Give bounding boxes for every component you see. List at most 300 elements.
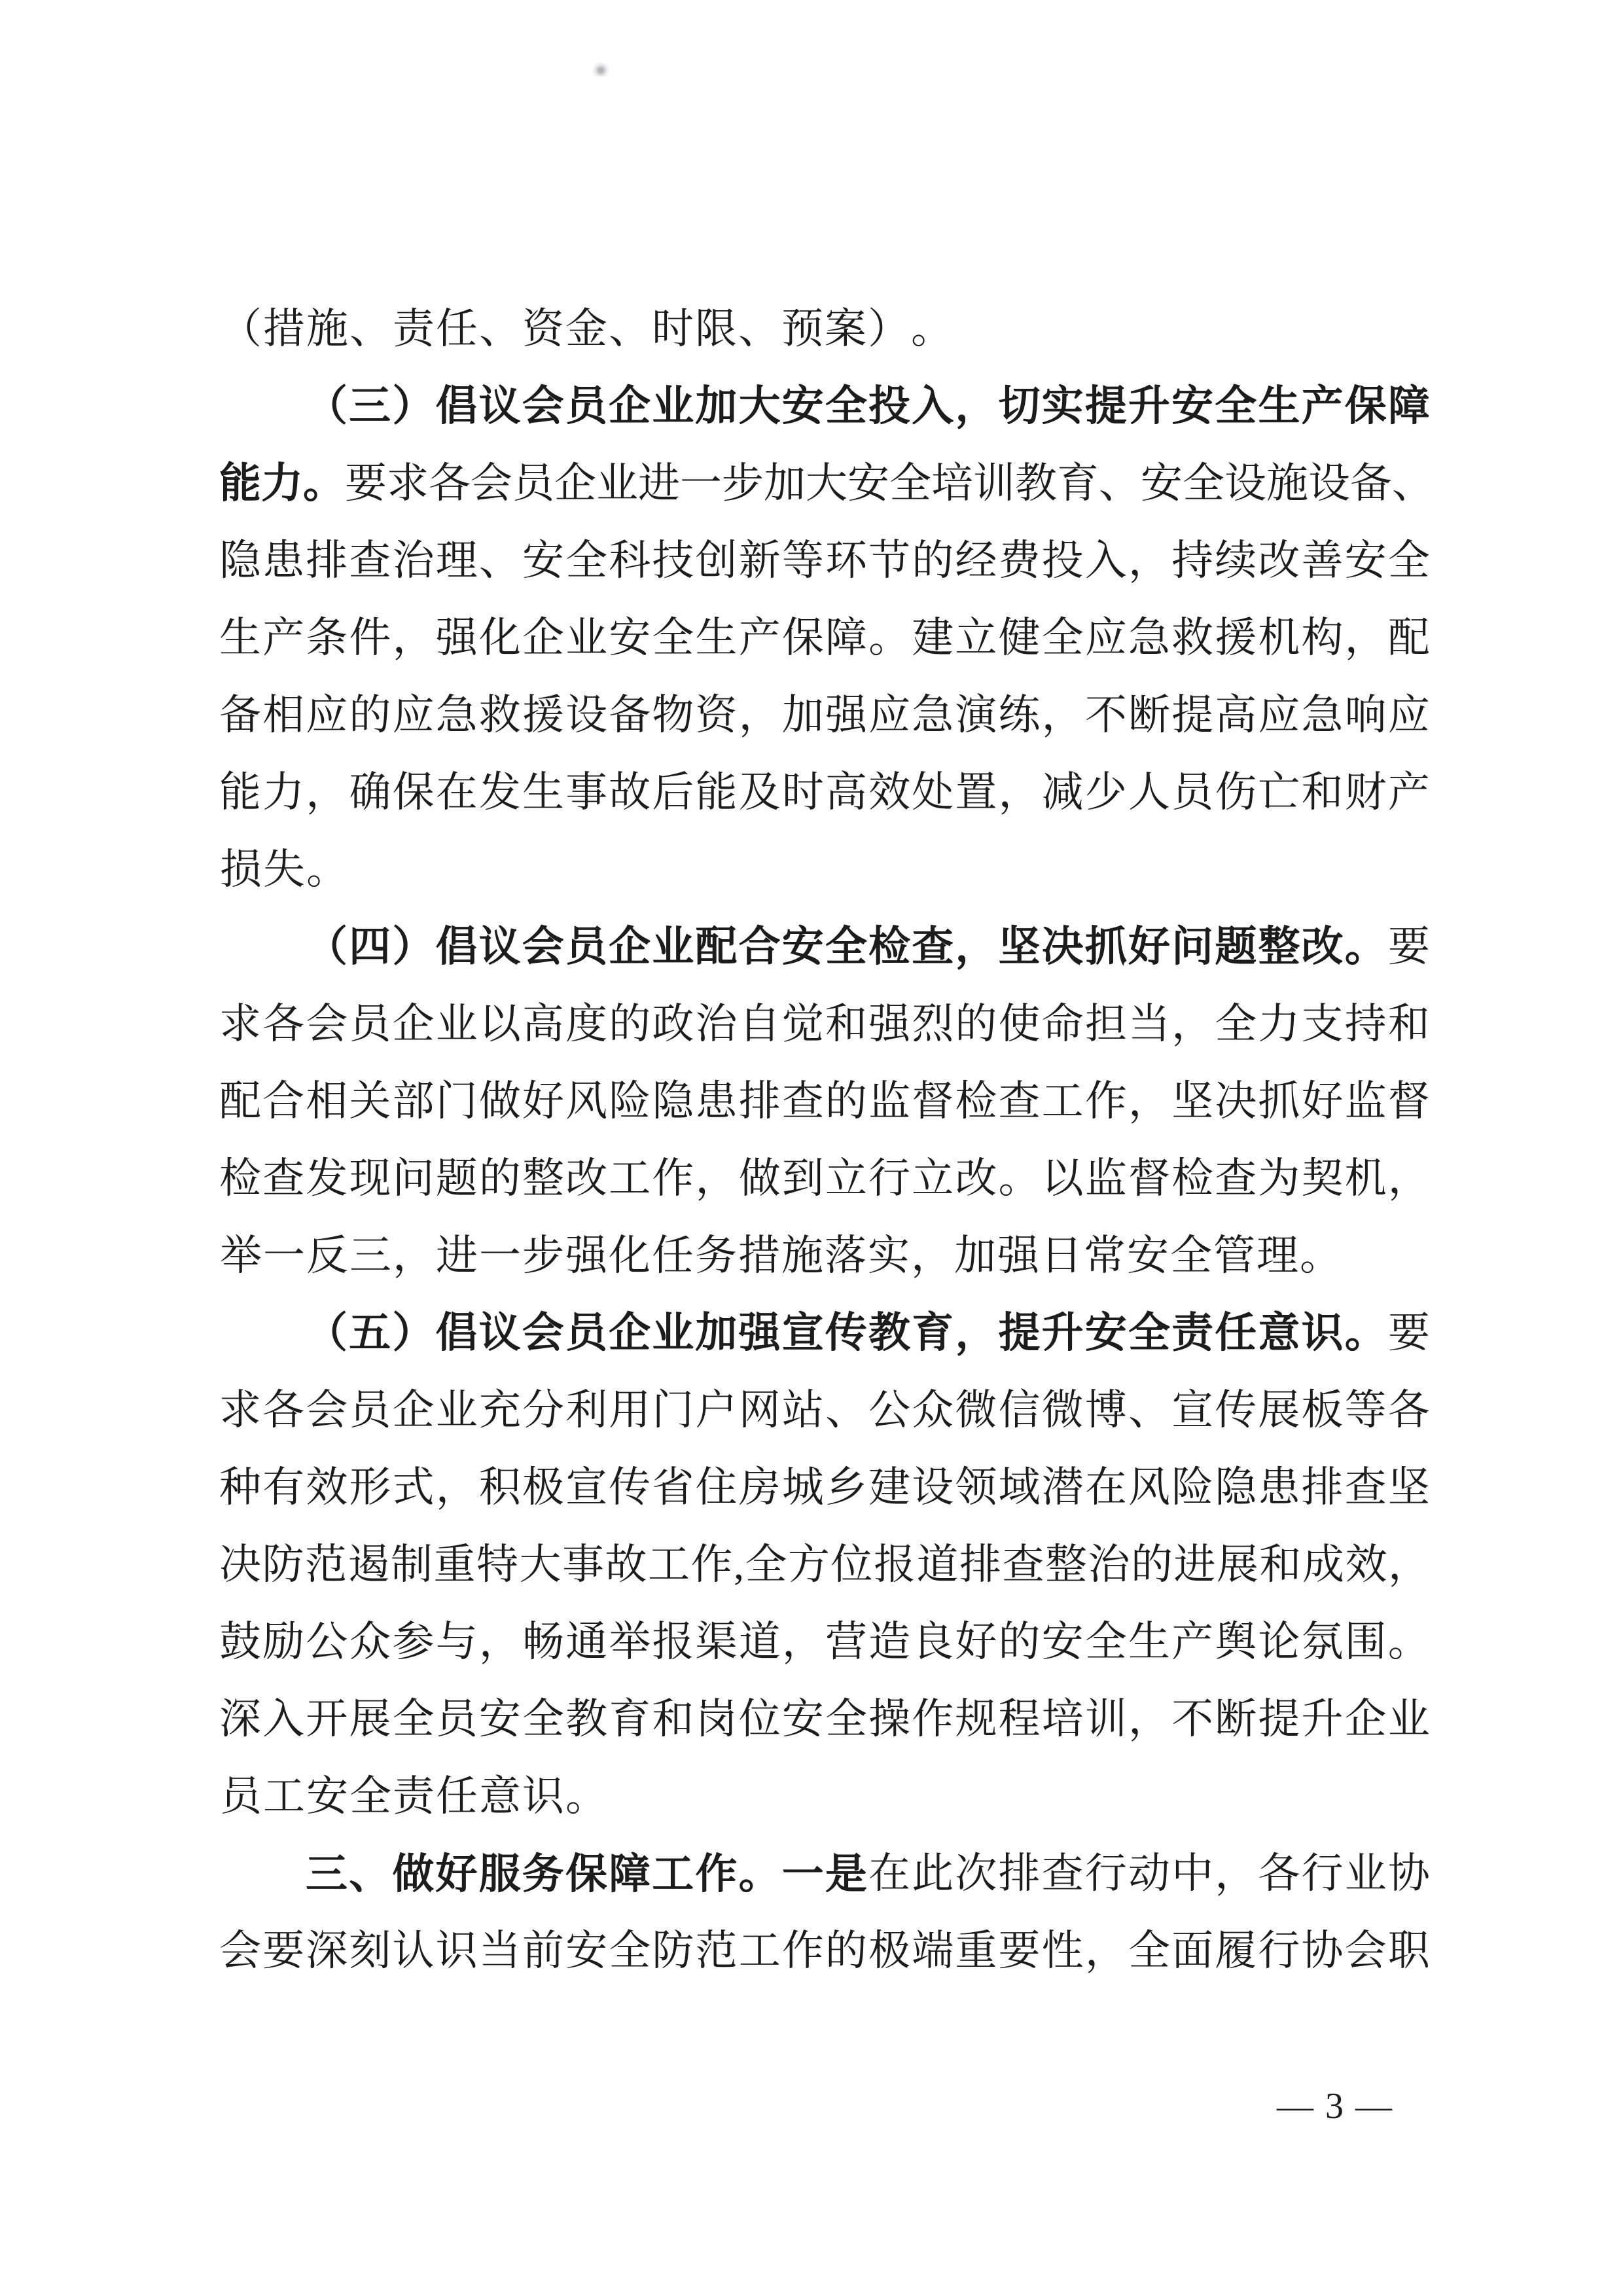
glyph: 域 (998, 1464, 1041, 1511)
text-line (219, 677, 1430, 754)
glyph: 做 (478, 1078, 521, 1124)
glyph: 练 (998, 692, 1041, 738)
glyph: 强 (435, 615, 478, 661)
glyph: 公 (868, 1387, 911, 1433)
text-line (219, 600, 1430, 677)
glyph: 报 (874, 1541, 916, 1588)
glyph: 业 (596, 460, 638, 507)
glyph: 决 (219, 1541, 261, 1588)
glyph: ， (695, 1155, 738, 1202)
glyph: 资 (522, 306, 564, 352)
glyph: 好 (955, 1619, 997, 1665)
glyph: 全 (392, 1696, 435, 1742)
glyph: 。 (911, 306, 953, 352)
glyph: ） (868, 306, 910, 352)
glyph: 制 (391, 1541, 433, 1588)
glyph: 形 (349, 1464, 391, 1511)
glyph: 的 (955, 1001, 997, 1047)
glyph: 契 (1301, 1155, 1344, 1202)
glyph: 改 (565, 1155, 608, 1202)
glyph: 各 (262, 1387, 305, 1433)
glyph: 乡 (825, 1464, 867, 1511)
glyph: 产 (1301, 383, 1344, 429)
glyph: 政 (652, 1001, 694, 1047)
glyph: 、 (1099, 460, 1141, 507)
glyph: 理 (1257, 1232, 1298, 1279)
glyph: 落 (825, 1232, 866, 1279)
glyph: 提 (1084, 383, 1127, 429)
glyph: 有 (262, 1464, 305, 1511)
glyph: 隐 (219, 537, 261, 584)
text-line (219, 1835, 1430, 1912)
glyph: 领 (955, 1464, 997, 1511)
text-line (219, 754, 1430, 831)
glyph: 意 (479, 1773, 521, 1820)
glyph: ， (435, 1464, 478, 1511)
glyph: 省 (652, 1464, 694, 1511)
glyph: 企 (1344, 1696, 1387, 1742)
glyph: 设 (565, 692, 608, 738)
glyph: 治 (1088, 1541, 1130, 1588)
glyph: 要 (1387, 924, 1430, 970)
glyph: ， (955, 383, 997, 429)
glyph: 城 (781, 1464, 824, 1511)
glyph: 位 (738, 1696, 781, 1742)
glyph: 技 (652, 537, 694, 584)
glyph: 实 (1041, 383, 1084, 429)
glyph: 在 (868, 1850, 911, 1897)
glyph: 常 (1084, 1232, 1126, 1279)
glyph: 、 (1392, 460, 1434, 507)
glyph: 门 (652, 1387, 694, 1433)
glyph: 续 (1215, 537, 1257, 584)
glyph: 育 (609, 1696, 651, 1742)
glyph: 时 (652, 306, 694, 352)
text-line (219, 291, 1430, 368)
glyph: 损 (220, 846, 262, 893)
glyph: 援 (1215, 615, 1257, 661)
glyph: ， (393, 1232, 435, 1279)
glyph: ， (1344, 615, 1387, 661)
glyph: 施 (306, 306, 348, 352)
glyph: 升 (1128, 383, 1170, 429)
glyph: 入 (1084, 537, 1127, 584)
glyph: 员 (435, 1696, 478, 1742)
glyph: 做 (392, 1850, 435, 1897)
glyph: 全 (1215, 1001, 1257, 1047)
glyph: 。 (303, 460, 345, 507)
glyph: ， (478, 1619, 521, 1665)
glyph: 管 (1213, 1232, 1255, 1279)
glyph: 信 (998, 1387, 1041, 1433)
glyph: 件 (349, 615, 391, 661)
glyph: 效 (1345, 1541, 1387, 1588)
glyph: ， (1128, 1696, 1170, 1742)
glyph: 监 (1084, 1155, 1127, 1202)
glyph: 传 (825, 1310, 867, 1356)
glyph: 协 (1387, 1850, 1430, 1897)
glyph: 众 (349, 1619, 391, 1665)
text-line (219, 368, 1430, 445)
glyph: 工 (609, 1155, 651, 1202)
glyph: 全 (652, 615, 694, 661)
glyph: 风 (1128, 1464, 1170, 1511)
glyph: 全 (825, 383, 867, 429)
glyph: 费 (998, 537, 1041, 584)
glyph: 全 (745, 1541, 787, 1588)
glyph: 特 (476, 1541, 518, 1588)
glyph: 鼓 (219, 1619, 261, 1665)
glyph: 教 (868, 1310, 911, 1356)
glyph: 安 (1041, 1619, 1084, 1665)
glyph: 高 (1215, 692, 1257, 738)
glyph: 传 (609, 1464, 651, 1511)
glyph: 三 (349, 1232, 391, 1279)
glyph: 会 (522, 924, 564, 970)
glyph: ， (955, 924, 997, 970)
glyph: 构 (1301, 615, 1344, 661)
glyph: 改 (1258, 537, 1300, 584)
glyph: 投 (868, 383, 911, 429)
glyph: 监 (868, 1078, 911, 1124)
glyph: 加 (781, 692, 824, 738)
glyph: 举 (609, 1619, 651, 1665)
glyph: 。 (1387, 1619, 1430, 1665)
glyph: 持 (1171, 537, 1214, 584)
glyph: 刻 (349, 1928, 391, 1974)
glyph: 使 (998, 1001, 1041, 1047)
glyph: 责 (393, 306, 435, 352)
glyph: 面 (1171, 1928, 1214, 1974)
glyph: 和 (1387, 1001, 1430, 1047)
glyph: 的 (349, 692, 391, 738)
glyph: 生 (1258, 383, 1300, 429)
glyph: ， (1388, 1541, 1430, 1588)
text-line (219, 1372, 1430, 1449)
glyph: 的 (825, 1928, 867, 1974)
glyph: 。 (868, 615, 911, 661)
glyph: 案 (825, 306, 866, 352)
glyph: 题 (1215, 924, 1257, 970)
glyph: 员 (512, 460, 554, 507)
glyph: 。 (1344, 1310, 1387, 1356)
glyph: 。 (998, 1155, 1041, 1202)
glyph: 能 (219, 460, 261, 507)
glyph: 履 (1215, 1928, 1257, 1974)
glyph: ， (738, 692, 781, 738)
glyph: 坚 (1387, 1464, 1430, 1511)
glyph: 经 (955, 537, 997, 584)
glyph: 用 (609, 1387, 651, 1433)
glyph: 急 (1301, 692, 1344, 738)
glyph: 相 (306, 1078, 348, 1124)
glyph: 失 (263, 846, 305, 893)
glyph: （ (306, 924, 348, 970)
glyph: 户 (695, 1387, 738, 1433)
glyph: 急 (1128, 615, 1170, 661)
glyph: 积 (478, 1464, 521, 1511)
glyph: 生 (219, 615, 261, 661)
glyph: 全 (565, 537, 608, 584)
glyph: 议 (478, 383, 521, 429)
glyph: 的 (998, 1619, 1041, 1665)
glyph: 道 (738, 1619, 781, 1665)
glyph: 式 (392, 1464, 435, 1511)
glyph: 科 (609, 537, 651, 584)
glyph: 。 (1300, 1232, 1342, 1279)
glyph: 安 (1084, 1310, 1127, 1356)
glyph: 合 (262, 1078, 305, 1124)
glyph: 要 (998, 1928, 1041, 1974)
glyph: 确 (349, 769, 391, 816)
glyph: 全 (1084, 1619, 1127, 1665)
glyph: 种 (219, 1464, 261, 1511)
glyph: 和 (652, 1696, 694, 1742)
glyph: 众 (912, 1387, 954, 1433)
glyph: 员 (1171, 769, 1214, 816)
glyph: 效 (868, 769, 911, 816)
glyph: 畅 (522, 1619, 564, 1665)
glyph: 一 (479, 1232, 521, 1279)
glyph: 倡 (435, 924, 478, 970)
glyph: 入 (262, 1696, 305, 1742)
glyph: 排 (1301, 1464, 1344, 1511)
glyph: 参 (392, 1619, 435, 1665)
glyph: 责 (1171, 1310, 1214, 1356)
glyph: 工 (648, 1541, 690, 1588)
glyph: 保 (781, 615, 824, 661)
glyph: 识 (435, 1928, 478, 1974)
glyph: 命 (1041, 1001, 1084, 1047)
glyph: 措 (738, 1232, 780, 1279)
text-line (219, 1758, 1430, 1835)
glyph: 应 (1258, 692, 1300, 738)
glyph: 检 (1171, 1155, 1214, 1202)
glyph: 安 (1344, 537, 1387, 584)
glyph: 行 (1258, 1928, 1300, 1974)
glyph: 隐 (1215, 1464, 1257, 1511)
glyph: 作 (781, 1928, 824, 1974)
glyph: ， (1387, 1155, 1430, 1202)
glyph: 实 (868, 1232, 910, 1279)
glyph: 和 (1301, 769, 1344, 816)
glyph: 此 (912, 1850, 954, 1897)
glyph: 产 (738, 615, 781, 661)
glyph: 查 (998, 1078, 1041, 1124)
glyph: 隐 (652, 1078, 694, 1124)
glyph: 患 (1258, 1464, 1300, 1511)
glyph: 微 (955, 1387, 997, 1433)
glyph: ， (1128, 537, 1170, 584)
glyph: 机 (1344, 1155, 1387, 1202)
glyph: 立 (912, 1155, 954, 1202)
glyph: 良 (912, 1619, 954, 1665)
glyph: 入 (912, 383, 954, 429)
glyph: ， (1041, 692, 1084, 738)
glyph: 急 (912, 692, 954, 738)
glyph: 处 (912, 769, 954, 816)
glyph: ， (998, 769, 1041, 816)
glyph: 响 (1344, 692, 1387, 738)
glyph: 题 (435, 1155, 478, 1202)
glyph: ， (1084, 1928, 1127, 1974)
glyph: 员 (220, 1773, 262, 1820)
text-line (219, 1217, 1430, 1295)
glyph: 报 (652, 1619, 694, 1665)
glyph: ， (1215, 1850, 1257, 1897)
glyph: 三 (349, 383, 391, 429)
glyph: 遏 (348, 1541, 390, 1588)
glyph: 救 (478, 692, 521, 738)
glyph: 。 (565, 1773, 607, 1820)
glyph: 提 (998, 1310, 1041, 1356)
glyph: 查 (912, 924, 954, 970)
glyph: 置 (955, 769, 997, 816)
glyph: 励 (262, 1619, 305, 1665)
glyph: 倡 (435, 1310, 478, 1356)
glyph: 和 (825, 1001, 867, 1047)
glyph: 全 (1183, 460, 1224, 507)
glyph: 步 (722, 460, 764, 507)
glyph: 氛 (1301, 1619, 1344, 1665)
glyph: 企 (554, 460, 596, 507)
glyph: 金 (565, 306, 607, 352)
glyph: 潜 (1041, 1464, 1084, 1511)
glyph: 任 (652, 1232, 694, 1279)
glyph: 的 (609, 1001, 651, 1047)
glyph: 等 (1344, 1387, 1387, 1433)
glyph: 会 (471, 460, 512, 507)
glyph: 善 (1301, 537, 1344, 584)
glyph: ， (781, 1619, 824, 1665)
glyph: 充 (478, 1387, 521, 1433)
glyph: 各 (262, 1001, 305, 1047)
glyph: 高 (522, 1001, 564, 1047)
glyph: 整 (1258, 924, 1300, 970)
glyph: 进 (1173, 1541, 1216, 1588)
glyph: 到 (781, 1155, 824, 1202)
glyph: 识 (522, 1773, 564, 1820)
glyph: 好 (1301, 1078, 1344, 1124)
text-line (219, 1681, 1430, 1758)
glyph: 新 (738, 537, 781, 584)
glyph: 能 (695, 769, 738, 816)
glyph: 相 (262, 692, 305, 738)
glyph: 与 (435, 1619, 478, 1665)
glyph: 伤 (1215, 769, 1257, 816)
glyph: 生 (1128, 1619, 1170, 1665)
glyph: 防 (262, 1541, 304, 1588)
glyph: 、 (609, 306, 651, 352)
glyph: 查 (1344, 1464, 1387, 1511)
glyph: 全 (609, 1928, 651, 1974)
glyph: 一 (263, 1232, 305, 1279)
glyph: 升 (1041, 1310, 1084, 1356)
glyph: 四 (349, 924, 391, 970)
glyph: 做 (738, 1155, 781, 1202)
glyph: 强 (997, 1232, 1039, 1279)
glyph: 查 (781, 1078, 824, 1124)
glyph: 工 (652, 1850, 694, 1897)
glyph: 合 (738, 924, 781, 970)
glyph: 进 (436, 1232, 478, 1279)
glyph: 通 (565, 1619, 608, 1665)
scan-smudge-artifact (592, 61, 609, 77)
glyph: 育 (1057, 460, 1099, 507)
glyph: 提 (1258, 1696, 1300, 1742)
glyph: 安 (781, 1696, 824, 1742)
glyph: 后 (652, 769, 694, 816)
glyph: 坚 (1171, 1078, 1214, 1124)
glyph: 抓 (1084, 924, 1127, 970)
glyph: 资 (695, 692, 738, 738)
glyph: 作 (1084, 1078, 1127, 1124)
glyph: 议 (478, 924, 521, 970)
glyph: 极 (868, 1928, 911, 1974)
glyph: 备 (609, 692, 651, 738)
glyph: 保 (392, 769, 435, 816)
glyph: 性 (1041, 1928, 1084, 1974)
glyph: 力 (262, 769, 305, 816)
glyph: 配 (695, 924, 738, 970)
glyph: 应 (1387, 692, 1430, 738)
glyph: 排 (306, 537, 348, 584)
glyph: 查 (1041, 1850, 1084, 1897)
glyph: 建 (912, 615, 954, 661)
glyph: 各 (429, 460, 471, 507)
glyph: 以 (478, 1001, 521, 1047)
glyph: 育 (912, 1310, 954, 1356)
glyph: 建 (868, 1464, 911, 1511)
glyph: 减 (1041, 769, 1084, 816)
glyph: 举 (220, 1232, 262, 1279)
text-line (219, 522, 1430, 600)
glyph: 行 (868, 1155, 911, 1202)
glyph: 立 (955, 615, 997, 661)
glyph: 保 (1344, 383, 1387, 429)
glyph: 救 (1171, 615, 1214, 661)
glyph: 安 (478, 1696, 521, 1742)
text-line (219, 1526, 1430, 1604)
glyph: 安 (522, 537, 564, 584)
text-line (219, 1604, 1430, 1681)
glyph: 。 (306, 846, 348, 893)
glyph: 要 (262, 1928, 305, 1974)
glyph: 深 (219, 1696, 261, 1742)
glyph: 时 (781, 769, 824, 816)
glyph: 监 (1344, 1078, 1387, 1124)
glyph: 加 (695, 1310, 738, 1356)
glyph: 大 (806, 460, 847, 507)
glyph: 应 (392, 692, 435, 738)
glyph: 工 (738, 1928, 781, 1974)
glyph: 的 (912, 537, 954, 584)
glyph: 检 (219, 1155, 261, 1202)
glyph: 力 (1258, 1001, 1300, 1047)
glyph: 立 (825, 1155, 867, 1202)
glyph: 会 (1344, 1928, 1387, 1974)
glyph: 投 (1041, 537, 1084, 584)
glyph: 机 (1258, 615, 1300, 661)
glyph: 坚 (998, 924, 1041, 970)
glyph: 的 (478, 1155, 521, 1202)
glyph: 决 (1041, 924, 1084, 970)
glyph: 好 (1128, 924, 1170, 970)
glyph: 加 (764, 460, 806, 507)
glyph: 安 (609, 615, 651, 661)
glyph: 道 (916, 1541, 959, 1588)
glyph: 当 (1128, 1001, 1170, 1047)
